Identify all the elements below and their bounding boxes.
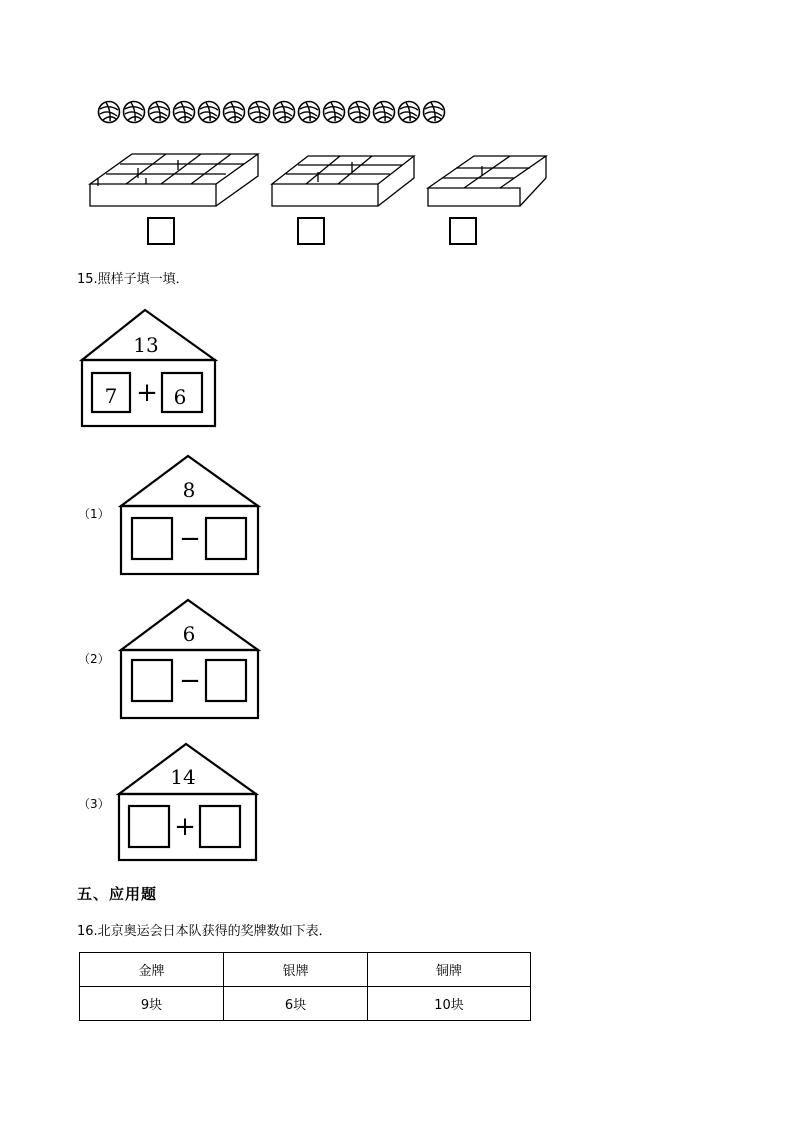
item-label: （3） bbox=[78, 797, 110, 811]
table-header-cell: 金牌 bbox=[80, 953, 224, 987]
medal-table bbox=[79, 952, 531, 1021]
house-answer-box[interactable] bbox=[206, 660, 246, 701]
question-15-title: 15.照样子填一填． bbox=[77, 272, 189, 287]
house-top-number: 14 bbox=[170, 765, 196, 789]
house-item-1 bbox=[118, 452, 262, 576]
table-cell: 9块 bbox=[80, 987, 224, 1021]
ball-row bbox=[96, 99, 456, 125]
house-answer-box[interactable] bbox=[200, 806, 240, 847]
ball-icon bbox=[174, 102, 195, 123]
house-top-number: 6 bbox=[182, 622, 196, 646]
table-header-cell: 银牌 bbox=[224, 953, 368, 987]
house-answer-box[interactable] bbox=[132, 660, 172, 701]
house-top-number: 8 bbox=[182, 478, 196, 502]
ball-icon bbox=[274, 102, 295, 123]
item-label: （1） bbox=[78, 507, 110, 521]
ball-icon bbox=[374, 102, 395, 123]
house-answer-box[interactable] bbox=[206, 518, 246, 559]
item-label: （2） bbox=[78, 652, 110, 666]
house-operator: − bbox=[179, 524, 201, 554]
egg-tray-row bbox=[86, 148, 556, 214]
ball-icon bbox=[224, 102, 245, 123]
ball-icon bbox=[324, 102, 345, 123]
house-answer-box[interactable] bbox=[129, 806, 169, 847]
egg-tray-icon bbox=[272, 156, 414, 206]
house-top-number: 13 bbox=[133, 333, 159, 357]
ball-icon bbox=[249, 102, 270, 123]
table-row bbox=[80, 987, 531, 1021]
ball-icon bbox=[149, 102, 170, 123]
house-left-number: 7 bbox=[104, 384, 118, 408]
answer-box[interactable] bbox=[147, 217, 175, 245]
example-house bbox=[79, 308, 219, 430]
ball-icon bbox=[124, 102, 145, 123]
house-operator: − bbox=[179, 666, 201, 696]
ball-icon bbox=[99, 102, 120, 123]
table-cell: 6块 bbox=[224, 987, 368, 1021]
house-operator: + bbox=[174, 812, 196, 842]
ball-icon bbox=[299, 102, 320, 123]
house-item-2 bbox=[118, 596, 262, 720]
question-16-title: 16.北京奥运会日本队获得的奖牌数如下表． bbox=[77, 924, 332, 939]
house-operator: + bbox=[136, 378, 158, 408]
egg-tray-icon bbox=[90, 154, 258, 206]
ball-icon bbox=[199, 102, 220, 123]
house-answer-box[interactable] bbox=[132, 518, 172, 559]
section-title: 五、应用题 bbox=[77, 885, 158, 903]
answer-box[interactable] bbox=[297, 217, 325, 245]
house-item-3 bbox=[116, 740, 260, 864]
table-cell: 10块 bbox=[368, 987, 531, 1021]
table-header-row bbox=[80, 953, 531, 987]
table-header-cell: 铜牌 bbox=[368, 953, 531, 987]
ball-icon bbox=[424, 102, 445, 123]
egg-tray-icon bbox=[428, 156, 546, 206]
house-right-number: 6 bbox=[173, 385, 187, 409]
ball-icon bbox=[399, 102, 420, 123]
ball-icon bbox=[349, 102, 370, 123]
answer-box[interactable] bbox=[449, 217, 477, 245]
